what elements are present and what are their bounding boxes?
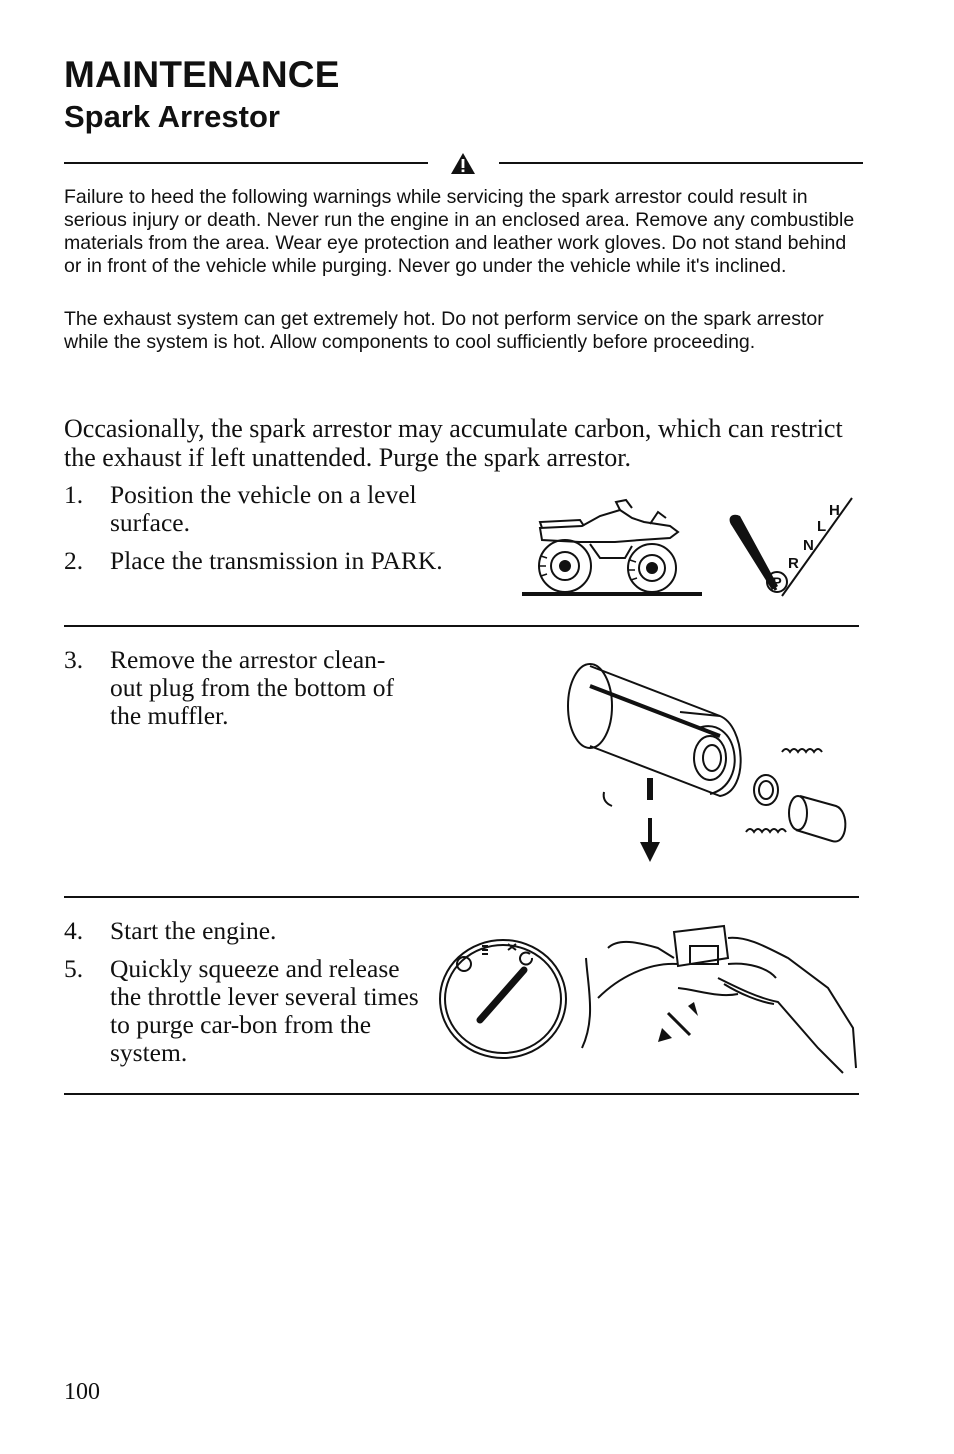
gear-label-r: R	[788, 555, 799, 572]
gear-label-n: N	[803, 537, 814, 554]
gear-label-h: H	[829, 502, 840, 519]
warning-rule-right	[499, 162, 863, 164]
warning-text-1: Failure to heed the following warnings while servicing the spark arrestor could result in serious injury or death. Never run the engine in an enclosed area. Remove any combustible materials from the area. Wear eye protection and leather work gloves. Do not stand behind or in front of the vehicle while purging. Never go under the vehicle while it's inclined.	[64, 186, 855, 277]
step-number: 1.	[64, 480, 84, 509]
ignition-switch-illustration	[438, 938, 568, 1060]
step-number: 2.	[64, 546, 84, 575]
step-number: 3.	[64, 645, 84, 674]
gear-label-p: P	[766, 571, 788, 593]
warning-triangle-icon	[450, 152, 476, 175]
step-number: 5.	[64, 954, 84, 983]
section-divider	[64, 1093, 859, 1095]
step-5	[64, 955, 420, 1067]
step-text: Start the engine.	[110, 916, 277, 945]
intro-paragraph: Occasionally, the spark arrestor may accumulate carbon, which can restrict the exhaust if left unattended. Purge the spark arrestor.	[64, 414, 843, 472]
step-1	[64, 481, 464, 537]
muffler-clean-out-plug-illustration	[560, 656, 860, 866]
step-text: Remove the arrestor clean-out plug from the bottom of the muffler.	[110, 645, 395, 730]
step-4	[64, 917, 434, 945]
page-title: Spark Arrestor	[64, 99, 280, 134]
gear-label-l: L	[817, 518, 827, 535]
step-text: Quickly squeeze and release the throttle lever several times to purge car-bon from the system.	[110, 954, 419, 1067]
warning-text-2: The exhaust system can get extremely hot. Do not perform service on the spark arrestor while the system is hot. Allow components to cool sufficiently before proceeding.	[64, 308, 824, 353]
warning-rule-left	[64, 162, 428, 164]
section-heading: MAINTENANCE	[64, 54, 340, 95]
section-divider	[64, 625, 859, 627]
step-text: Place the transmission in PARK.	[110, 546, 443, 575]
step-3	[64, 646, 394, 730]
section-divider	[64, 896, 859, 898]
page-number: 100	[64, 1379, 100, 1405]
step-text: Position the vehicle on a level surface.	[110, 480, 417, 537]
step-2	[64, 547, 494, 575]
atv-on-level-surface-illustration	[520, 498, 705, 598]
step-number: 4.	[64, 916, 84, 945]
throttle-lever-hand-illustration	[578, 918, 858, 1078]
